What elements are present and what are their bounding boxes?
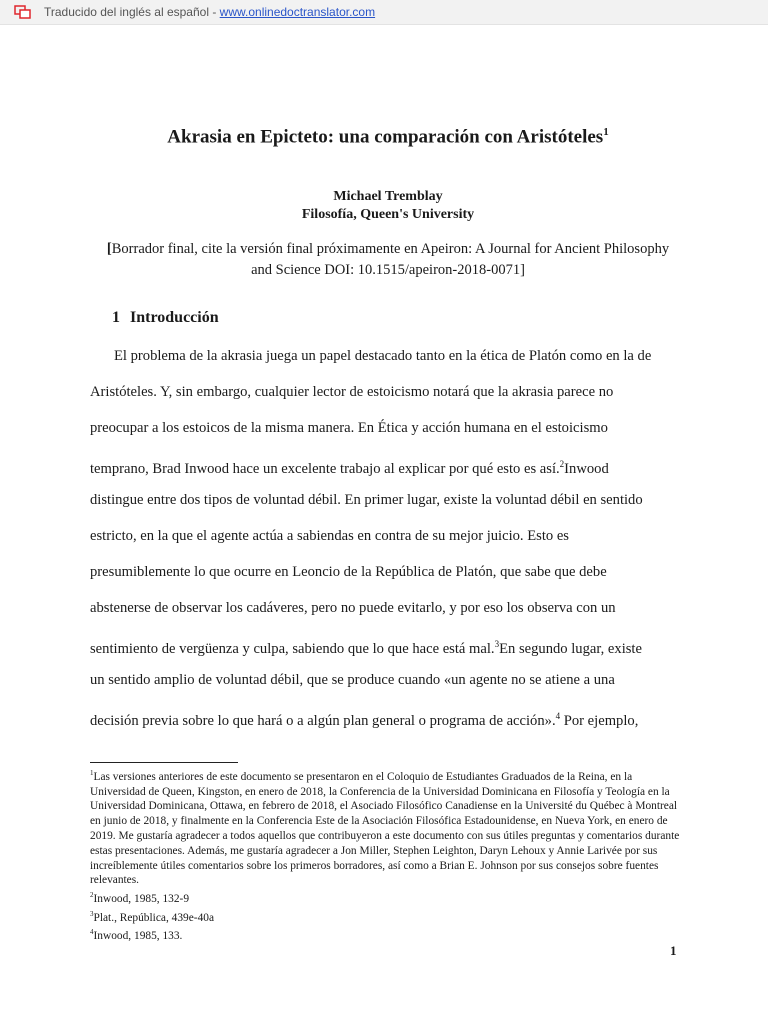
footnote: $^3$Plat., República, 439e-40a [90, 909, 215, 924]
section-title: Introducción [130, 309, 219, 326]
page-number: 1 [670, 943, 677, 958]
body-line: estricto, en la que el agente actúa a sabiendas en contra de su mejor juicio. Esto es [90, 528, 569, 544]
body-line: un sentido amplio de voluntad débil, que se produce cuando «un agente no se atiene a una [90, 672, 615, 688]
body-text [90, 345, 690, 741]
footnote-ref[interactable]: 3 [494, 639, 500, 649]
footnote-divider [90, 762, 238, 763]
draft-bracket: [ [106, 241, 112, 257]
body-line: decisión previa sobre lo que hará o a algún plan general o programa de acción».$^4$ Por ejemplo, [90, 711, 639, 729]
body-line: presumiblemente lo que ocurre en Leoncio de la República de Platón, que sabe que debe [90, 564, 607, 580]
body-line: Aristóteles. Y, sin embargo, cualquier lector de estoicismo notará que la akrasia parece no [90, 384, 614, 400]
translator-link[interactable]: www.onlinedoctranslator.com [219, 5, 376, 19]
footnote: $^1$Las versiones anteriores de este documento se presentaron en el Coloquio de Estudiantes Graduados de la Reina, en la Universidad de Queen, Kingston, en enero de 2018, la Conferencia de la Universidad Dominicana en Filosofía y Teología en la Universidad Dominicana, Ottawa, en febrero de 2018, el Asociado Filosófico Canadiense en la Université du Québec à Montreal en junio de 2018, y finalmente en la Conferencia Este de la Asociación Filosófica Estadounidense, en Nueva York, en enero de 2019. Me gustaría agradecer a todos aquellos que contribuyeron a este documento con sus útiles preguntas y comentarios durante estas presentaciones. Además, me gustaría agradecer a Jon Miller, Stephen Leighton, Daryn Lehoux y Annie Larivée por sus increíblemente útiles comentarios sobre los primeros borradores, así como a Brian E. Johnson por sus consejos sobre fuentes relevantes. [90, 769, 680, 887]
section-heading [112, 309, 219, 327]
document-title: Akrasia en Epicteto: una comparación con Aristóteles$^1$ [167, 126, 609, 148]
section-number: 1 [112, 309, 120, 326]
footnote: $^2$Inwood, 1985, 132-9 [90, 891, 190, 905]
translator-logo-icon [14, 5, 32, 19]
draft-notice: [Borrador final, cite la versión final próximamente en Apeiron: A Journal for Ancient Philosophy and Science DOI: 10.1515/apeiron-2018-0071] [106, 241, 670, 278]
footnote: $^4$Inwood, 1985, 133. [90, 928, 183, 943]
translation-banner [0, 0, 768, 25]
author-affiliation: Filosofía, Queen's University [301, 207, 475, 222]
footnote-ref[interactable]: 2 [559, 459, 565, 469]
title-footnote-ref[interactable]: 1 [603, 126, 609, 138]
body-line: temprano, Brad Inwood hace un excelente trabajo al explicar por qué esto es así.$^2$Inwood [90, 459, 609, 477]
body-line: El problema de la akrasia juega un papel destacado tanto en la ética de Platón como en la de [114, 348, 652, 364]
author-block [90, 188, 686, 224]
banner-text: Traducido del inglés al español - [44, 5, 220, 19]
body-line: distingue entre dos tipos de voluntad débil. En primer lugar, existe la voluntad débil en sentido [90, 492, 643, 508]
body-line: abstenerse de observar los cadáveres, pero no puede evitarlo, y por eso los observa con un [90, 600, 616, 616]
author-name: Michael Tremblay [333, 189, 443, 204]
body-line: preocupar a los estoicos de la misma manera. En Ética y acción humana en el estoicismo [90, 420, 608, 436]
footnote-ref[interactable]: 4 [555, 711, 561, 721]
footnotes [90, 766, 690, 944]
body-line: sentimiento de vergüenza y culpa, sabiendo que lo que hace está mal.$^3$En segundo lugar, existe [90, 639, 642, 657]
